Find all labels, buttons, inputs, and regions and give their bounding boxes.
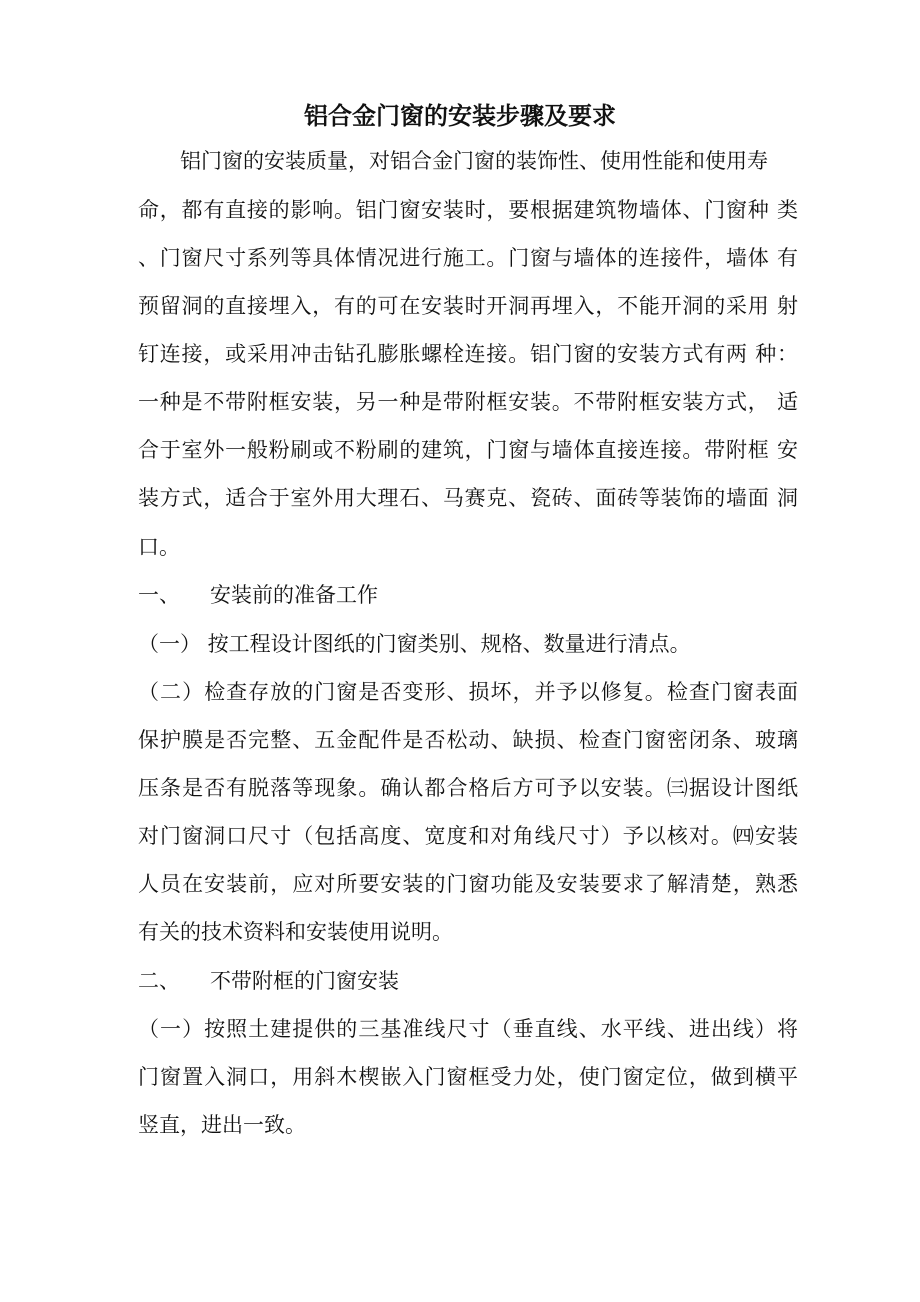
paragraph-line: （一）按照土建提供的三基准线尺寸（垂直线、水平线、进出线）将 [138, 1017, 798, 1041]
paragraph-line: 合于室外一般粉刷或不粉刷的建筑，门窗与墙体直接连接。带附框 安 [138, 438, 798, 462]
paragraph-line: （二）检查存放的门窗是否变形、损坏，并予以修复。检查门窗表面 [138, 680, 798, 704]
paragraph-line: 钉连接，或采用冲击钻孔膨胀螺栓连接。铝门窗的安装方式有两 种： [138, 342, 798, 366]
paragraph-line: 口。 [138, 535, 180, 559]
paragraph-line: 一种是不带附框安装，另一种是带附框安装。不带附框安装方式， 适 [138, 390, 798, 414]
paragraph-line: 有关的技术资料和安装使用说明。 [138, 920, 453, 944]
list-item: （一） 按工程设计图纸的门窗类别、规格、数量进行清点。 [138, 632, 691, 656]
paragraph-line: 竖直，进出一致。 [138, 1113, 306, 1137]
paragraph-line: 对门窗洞口尺寸（包括高度、宽度和对角线尺寸）予以核对。㈣安装 [138, 824, 798, 848]
section-heading-2 [138, 966, 798, 996]
section-number: 一、 [138, 583, 180, 607]
paragraph-line: 铝门窗的安装质量，对铝合金门窗的装饰性、使用性能和使用寿 [180, 149, 768, 173]
paragraph-line: 命，都有直接的影响。铝门窗安装时，要根据建筑物墙体、门窗种 类 [138, 198, 798, 222]
document-title: 铝合金门窗的安装步骤及要求 [304, 101, 616, 130]
paragraph-line: 预留洞的直接埋入，有的可在安装时开洞再埋入，不能开洞的采用 射 [138, 294, 798, 318]
paragraph-line: 门窗置入洞口，用斜木楔嵌入门窗框受力处，使门窗定位，做到横平 [138, 1065, 798, 1089]
section-number: 二、 [138, 969, 180, 993]
paragraph-line: 压条是否有脱落等现象。确认都合格后方可予以安装。㈢据设计图纸 [138, 776, 798, 800]
paragraph-line: 保护膜是否完整、五金配件是否松动、缺损、检查门窗密闭条、玻璃 [138, 728, 798, 752]
section-heading-text: 不带附框的门窗安装 [210, 969, 399, 993]
section-heading-text: 安装前的准备工作 [210, 583, 378, 607]
section-heading-1 [138, 580, 798, 610]
paragraph-line: 人员在安装前，应对所要安装的门窗功能及安装要求了解清楚，熟悉 [138, 872, 798, 896]
paragraph-line: 、门窗尺寸系列等具体情况进行施工。门窗与墙体的连接件，墙体 有 [138, 246, 798, 270]
paragraph-line: 装方式，适合于室外用大理石、马赛克、瓷砖、面砖等装饰的墙面 洞 [138, 486, 798, 510]
